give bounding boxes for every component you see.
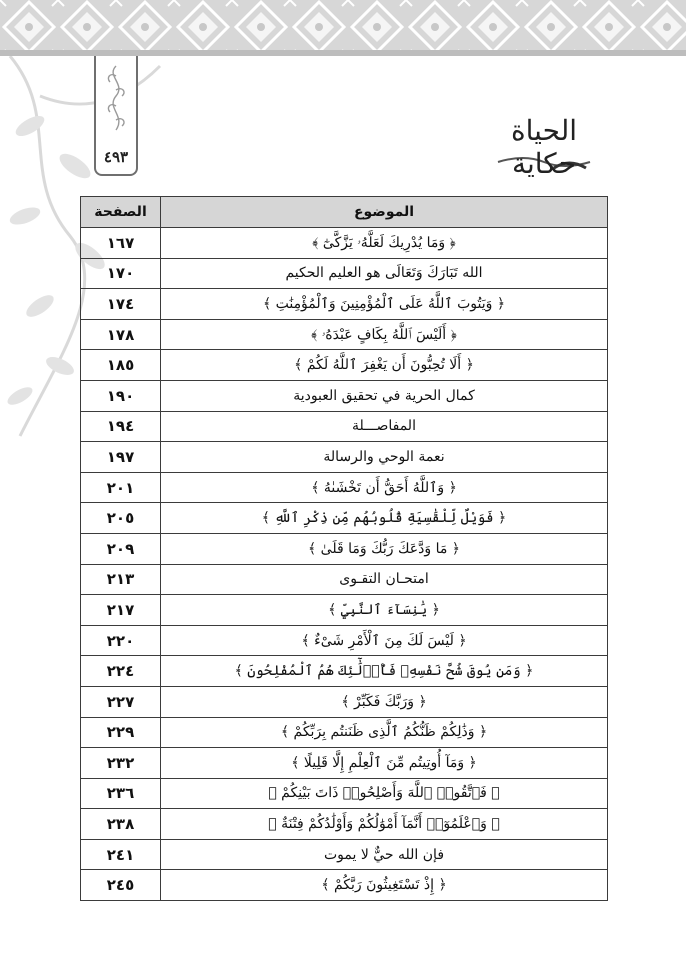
table-row xyxy=(81,472,608,503)
topic-cell: ﴿ أَلَا تُحِبُّونَ أَن يَغْفِرَ ٱللَّهُ لَكُمْ ﴾ xyxy=(161,350,608,381)
table-row xyxy=(81,564,608,595)
page-cell: ٢٣٦ xyxy=(81,778,161,809)
table-row xyxy=(81,228,608,259)
table-row xyxy=(81,717,608,748)
topic-cell: ﴿ يَٰنِسَآءَ ٱلنَّبِيِّ ﴾ xyxy=(161,595,608,626)
topic-cell: ﴿ فَوَيْلٌ لِّلْقَٰسِيَةِ قُلُوبُهُم مِّن ذِكْرِ ٱللَّهِ ﴾ xyxy=(161,503,608,534)
table-row xyxy=(81,258,608,289)
topic-cell: المفاصـــلة xyxy=(161,411,608,442)
table-row xyxy=(81,411,608,442)
table-header-row xyxy=(81,197,608,228)
topic-cell: فإن الله حيٌّ لا يموت xyxy=(161,839,608,870)
table-row xyxy=(81,503,608,534)
top-ornament-border xyxy=(0,0,686,56)
topic-cell: ﴿ وَرَبَّكَ فَكَبِّرْ ﴾ xyxy=(161,686,608,717)
page-cell: ٢٣٢ xyxy=(81,748,161,779)
page-cell: ٢٠٥ xyxy=(81,503,161,534)
topic-cell: كمال الحرية في تحقيق العبودية xyxy=(161,380,608,411)
book-logo xyxy=(494,96,594,180)
topic-column-header: الموضوع xyxy=(161,197,608,228)
table-row xyxy=(81,350,608,381)
page-cell: ١٧٠ xyxy=(81,258,161,289)
table-row xyxy=(81,809,608,840)
page-cell: ٢٤١ xyxy=(81,839,161,870)
topic-cell: ﴿ وَمَآ أُوتِيتُم مِّنَ ٱلْعِلْمِ إِلَّا قَلِيلًا ﴾ xyxy=(161,748,608,779)
topic-cell: ﴿ وَذَٰلِكُمْ ظَنُّكُمُ ٱلَّذِى ظَنَنتُم بِرَبِّكُمْ ﴾ xyxy=(161,717,608,748)
topic-cell: ﴿ وَٱعْلَمُوٓا۟ أَنَّمَآ أَمْوَٰلُكُمْ وَأَوْلَٰدُكُمْ فِتْنَةٌ ﴾ xyxy=(161,809,608,840)
table-row xyxy=(81,778,608,809)
page-cell: ٢٠١ xyxy=(81,472,161,503)
table-row xyxy=(81,748,608,779)
page-cell: ١٧٨ xyxy=(81,319,161,350)
page-number: ٤٩٣ xyxy=(103,148,129,166)
topic-cell: ﴿ وَمَا يُدْرِيكَ لَعَلَّهُۥ يَزَّكَّىٰٓ ﴾ xyxy=(161,228,608,259)
page-cell: ٢٢٤ xyxy=(81,656,161,687)
table-row xyxy=(81,319,608,350)
page-cell: ١٧٤ xyxy=(81,289,161,320)
topic-cell: ﴿ وَٱللَّهُ أَحَقُّ أَن تَخْشَىٰهُ ﴾ xyxy=(161,472,608,503)
topic-cell: ﴿ وَيَتُوبَ ٱللَّهُ عَلَى ٱلْمُؤْمِنِينَ وَٱلْمُؤْمِنَٰتِ ﴾ xyxy=(161,289,608,320)
table-row xyxy=(81,442,608,473)
table-row xyxy=(81,289,608,320)
table-row xyxy=(81,625,608,656)
topic-cell: ﴿ فَٱتَّقُوا۟ ٱللَّهَ وَأَصْلِحُوا۟ ذَاتَ بَيْنِكُمْ ﴾ xyxy=(161,778,608,809)
table-row xyxy=(81,533,608,564)
page-column-header: الصفحة xyxy=(81,197,161,228)
page-cell: ١٩٠ xyxy=(81,380,161,411)
contents-table xyxy=(80,196,608,901)
page-cell: ١٨٥ xyxy=(81,350,161,381)
page-cell: ٢٣٨ xyxy=(81,809,161,840)
topic-cell: ﴿ لَيْسَ لَكَ مِنَ ٱلْأَمْرِ شَىْءٌ ﴾ xyxy=(161,625,608,656)
page-cell: ٢٢٠ xyxy=(81,625,161,656)
topic-cell: ﴿ وَمَن يُوقَ شُحَّ نَفْسِهِۦ فَأُو۟لَٰٓئِكَ هُمُ ٱلْمُفْلِحُونَ ﴾ xyxy=(161,656,608,687)
page-cell: ٢٢٩ xyxy=(81,717,161,748)
topic-cell: ﴿ مَا وَدَّعَكَ رَبُّكَ وَمَا قَلَىٰ ﴾ xyxy=(161,533,608,564)
topic-cell: الله تَبَارَكَ وَتَعَالَى هو العليم الحكيم xyxy=(161,258,608,289)
table-row xyxy=(81,870,608,901)
page-cell: ٢٤٥ xyxy=(81,870,161,901)
table-row xyxy=(81,380,608,411)
table-row xyxy=(81,839,608,870)
flourish-icon xyxy=(100,62,132,134)
topic-cell: ﴿ إِذْ تَسْتَغِيثُونَ رَبَّكُمْ ﴾ xyxy=(161,870,608,901)
page-cell: ٢٢٧ xyxy=(81,686,161,717)
table-row xyxy=(81,595,608,626)
topic-cell: ﴿ أَلَيْسَ ٱللَّهُ بِكَافٍ عَبْدَهُۥ ﴾ xyxy=(161,319,608,350)
page-cell: ١٦٧ xyxy=(81,228,161,259)
topic-cell: نعمة الوحي والرسالة xyxy=(161,442,608,473)
page-cell: ١٩٤ xyxy=(81,411,161,442)
topic-cell: امتحـان التقـوى xyxy=(161,564,608,595)
logo-text: الحياة حكاية xyxy=(510,114,578,180)
page-cell: ٢٠٩ xyxy=(81,533,161,564)
table-row xyxy=(81,686,608,717)
table-row xyxy=(81,656,608,687)
page-cell: ٢١٣ xyxy=(81,564,161,595)
page-cell: ١٩٧ xyxy=(81,442,161,473)
page-cell: ٢١٧ xyxy=(81,595,161,626)
